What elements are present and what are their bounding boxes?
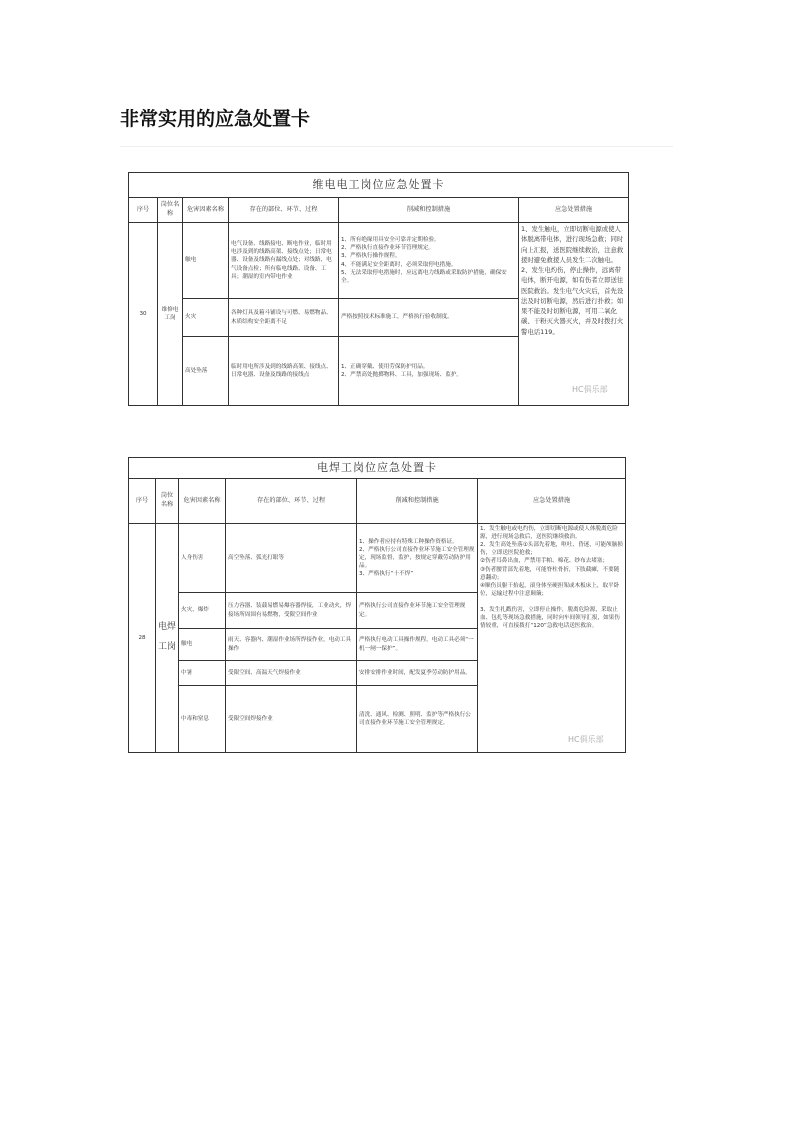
post-cell: 电焊工岗	[156, 524, 179, 753]
card-electrician	[128, 172, 628, 405]
header-seq: 序号	[129, 479, 156, 524]
watermark: HC俱乐部	[568, 735, 604, 744]
hazard-cell: 触电	[179, 629, 226, 661]
header-emergency: 应急处置措施	[478, 479, 626, 524]
location-cell: 压力容器、装载易燃易爆容器焊接，工业动火，焊接场所周围有易燃物，受限空间作业	[226, 593, 357, 629]
hazard-cell: 人身伤害	[179, 524, 226, 593]
header-hazard: 危害因素名称	[183, 198, 229, 223]
header-control: 削减和控制措施	[357, 479, 478, 524]
header-hazard: 危害因素名称	[179, 479, 226, 524]
seq-cell: 30	[129, 223, 158, 406]
emergency-cell: 1、发生触电或电灼伤，立即切断电源或使人体脱离危险源，进行现场急救后，送医院继续救治。 2、发生高处坠落①头部先着地，呕吐、昏迷，可能颅脑损伤，立即送医院抢救； ②伤者耳鼻出血，严禁用手帕、棉花、纱布去堵塞； ③伤者腰背部先着地，可能脊柱骨折，下肢截瘫，不要随意翻动； ④顺伤员躯干抬起，滚身体至硬担架或木板床上，取平卧位，运输过程中注意颠簸； 3、发生扎戳伤害，立即停止操作，脱离危险源，采取止血、包扎等现场急救措施，同时向车间领导汇报，如果伤情较重，可直接拨打“120”急救电话送医救治。	[478, 524, 626, 753]
control-cell: 1、正确穿戴、使用劳保防护用品。 2、严禁高处抛掷物料、工具，加强现场、监护。	[339, 337, 519, 406]
emergency-cell: 1、发生触电，立即切断电源或使人体脱离带电体，进行现场急救；同时向上汇报，送医院继续救治，注意救援时避免救援人员发生二次触电。2、发生电灼伤，停止操作，远离带电体，断开电源，如有伤者立即送往医院救治。发生电气火灾后，首先设法及时切断电源，然后进行扑救；如果不能及时切断电源，可用二氧化碳、干粉灭火器灭火，并及时拨打火警电话119。	[519, 223, 629, 406]
control-cell: 严格执行电动工具操作规程，电动工具必须“一机一闸一保护”。	[357, 629, 478, 661]
card-title: 维电电工岗位应急处置卡	[129, 173, 629, 198]
location-cell: 受限空间焊接作业	[226, 686, 357, 753]
header-post: 岗位名称	[158, 198, 183, 223]
control-cell: 1、所有绝缘用具安全可靠并定期检验。 2、严格执行直接作业环节管理规定。 3、严格执行操作规程。 4、不能满足安全距离时，必须采取停电措施。 5、无法采取停电措施时，应远离电力线路或采取防护措施，确保安全。	[339, 223, 519, 299]
watermark: HC俱乐部	[572, 385, 608, 394]
control-cell: 安排安排作业时间，配发夏季劳动防护用品。	[357, 661, 478, 686]
hazard-cell: 火灾、爆炸	[179, 593, 226, 629]
hazard-cell: 触电	[183, 223, 229, 299]
location-cell: 雨天、容器内、潮湿作业场所焊接作业，电动工具操作	[226, 629, 357, 661]
location-cell: 高空坠落、弧光打眼等	[226, 524, 357, 593]
control-cell: 1、操作者应持有特殊工种操作资格证。 2、严格执行公司直接作业环节施工安全管理规定，现场监督，监护，按规定穿戴劳动防护用品。 3、严格执行“十不焊”	[357, 524, 478, 593]
card-welder	[128, 457, 625, 752]
card-title: 电焊工岗位应急处置卡	[129, 458, 626, 479]
location-cell: 临时用电所涉及到的线路高架、接线点、日常电器、设备及线路的接线点	[229, 337, 339, 406]
header-emergency: 应急处置措施	[519, 198, 629, 223]
page-title: 非常实用的应急处置卡	[120, 108, 311, 130]
control-cell: 严格执行公司直接作业环节施工安全管理规定。	[357, 593, 478, 629]
control-cell: 严格按照技术标准施工，严格执行验收制度。	[339, 299, 519, 337]
title-divider	[120, 146, 673, 147]
header-location: 存在的部位、环节、过程	[229, 198, 339, 223]
location-cell: 电气设备、线路接电、断电作业，临时用电涉及到的线路高架、接线点处；日常电器、设备及线路有漏线点处；对线路、电气设备点检；所有临电线路、设备、工具；潮湿的室内带电作业	[229, 223, 339, 299]
hazard-cell: 中毒和窒息	[179, 686, 226, 753]
post-cell: 维修电工岗	[158, 223, 183, 406]
header-seq: 序号	[129, 198, 158, 223]
location-cell: 各种灯具及箱斗铺设与可燃、易燃物品、木质结构安全距离不足	[229, 299, 339, 337]
location-cell: 受限空间、高温天气焊接作业	[226, 661, 357, 686]
hazard-cell: 火灾	[183, 299, 229, 337]
header-control: 削减和控制措施	[339, 198, 519, 223]
hazard-cell: 高处坠落	[183, 337, 229, 406]
seq-cell: 28	[129, 524, 156, 753]
hazard-cell: 中暑	[179, 661, 226, 686]
control-cell: 清洗、通风、检测、照明、监护等严格执行公司直接作业环节施工安全管理规定。	[357, 686, 478, 753]
header-location: 存在的部位、环节、过程	[226, 479, 357, 524]
header-post: 岗位名称	[156, 479, 179, 524]
